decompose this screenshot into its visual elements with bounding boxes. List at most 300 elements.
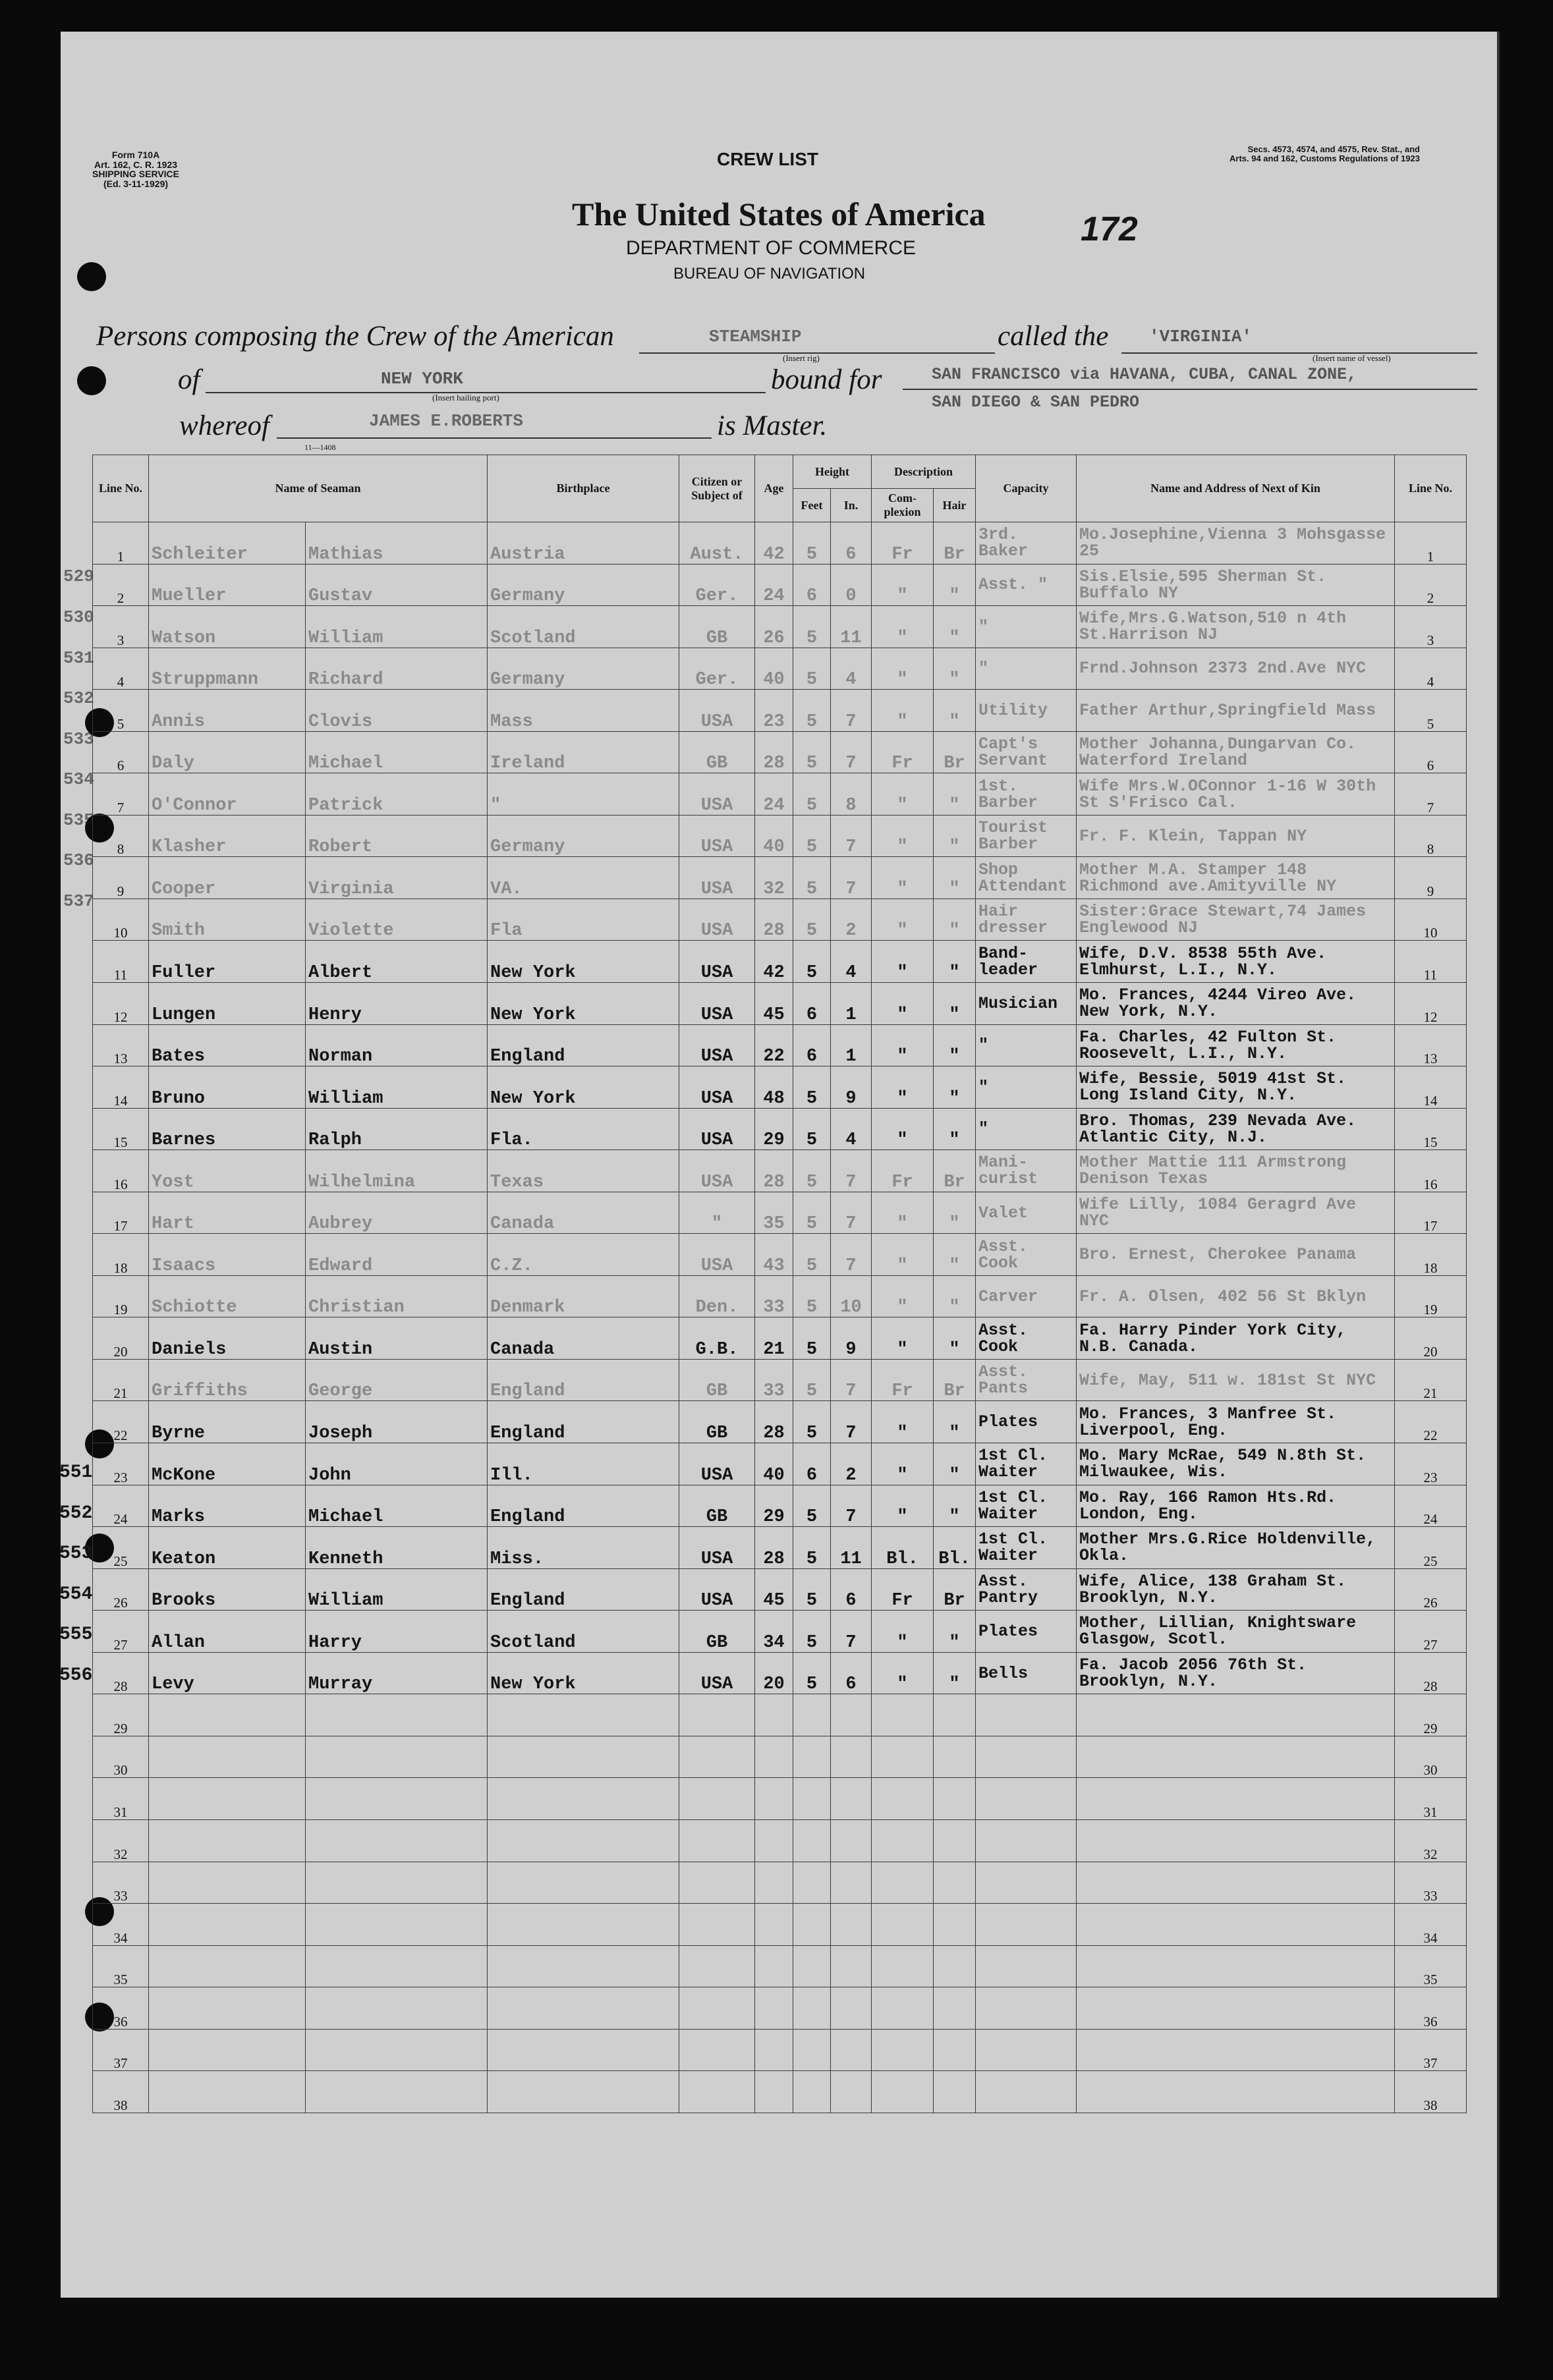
next-of-kin-cell: Wife,Mrs.G.Watson,510 n 4th St.Harrison NJ — [1077, 606, 1395, 648]
line-number-right-cell: 3 — [1395, 606, 1467, 648]
next-of-kin-cell: Mother, Lillian, Knightsware Glasgow, Scotl. — [1077, 1611, 1395, 1653]
hair-color-cell: " — [934, 1108, 976, 1150]
line-number-right-cell: 6 — [1395, 731, 1467, 773]
hair-color-cell: Br — [934, 522, 976, 565]
complexion-cell — [872, 1987, 934, 2030]
line-number-cell: 26 — [93, 1568, 149, 1611]
table-row — [93, 1359, 1467, 1401]
citizenship-cell: USA — [679, 1234, 755, 1276]
birthplace-cell: Germany — [488, 648, 679, 690]
citizenship-cell — [679, 2071, 755, 2113]
citizenship-cell — [679, 2029, 755, 2071]
surname-cell: Cooper — [149, 857, 306, 899]
given-name-cell — [306, 1736, 488, 1778]
form-edition: (Ed. 3-11-1929) — [103, 179, 169, 190]
complexion-cell: " — [872, 983, 934, 1025]
table-row — [93, 1443, 1467, 1485]
line-number-cell: 28 — [93, 1652, 149, 1694]
height-feet-cell: 6 — [793, 564, 831, 606]
form-arts: Art. 162, C. R. 1923 — [94, 159, 178, 170]
hair-color-cell: " — [934, 648, 976, 690]
table-row — [93, 1108, 1467, 1150]
hair-color-cell: " — [934, 1611, 976, 1653]
line-number-right-cell: 15 — [1395, 1108, 1467, 1150]
document-title: The United States of America — [572, 196, 986, 233]
hair-color-cell: " — [934, 606, 976, 648]
surname-cell: Isaacs — [149, 1234, 306, 1276]
capacity-cell: Capt's Servant — [976, 731, 1077, 773]
line-number-cell: 20 — [93, 1317, 149, 1360]
citizenship-cell: USA — [679, 1652, 755, 1694]
capacity-cell — [976, 1819, 1077, 1862]
hair-color-cell: " — [934, 773, 976, 816]
height-feet-cell: 5 — [793, 648, 831, 690]
line-number-right-cell: 25 — [1395, 1527, 1467, 1569]
height-feet-cell: 6 — [793, 983, 831, 1025]
bureau-heading: BUREAU OF NAVIGATION — [673, 265, 866, 283]
table-row — [93, 1150, 1467, 1192]
line-number-cell: 8 — [93, 815, 149, 857]
next-of-kin-cell: Mo. Ray, 166 Ramon Hts.Rd. London, Eng. — [1077, 1485, 1395, 1527]
table-row — [93, 2029, 1467, 2071]
height-inches-cell: 7 — [831, 731, 872, 773]
next-of-kin-cell: Mo. Mary McRae, 549 N.8th St. Milwaukee, Wis. — [1077, 1443, 1395, 1485]
header-citizen: Citizen or Subject of — [679, 455, 755, 522]
statute-line-2: Arts. 94 and 162, Customs Regulations of 1923 — [1229, 153, 1420, 164]
master-name: JAMES E.ROBERTS — [369, 411, 524, 431]
hair-color-cell — [934, 1736, 976, 1778]
birthplace-cell — [488, 1736, 679, 1778]
table-row — [93, 815, 1467, 857]
next-of-kin-cell: Fr. F. Klein, Tappan NY — [1077, 815, 1395, 857]
table-row — [93, 1234, 1467, 1276]
ledger-number: 555 — [59, 1624, 93, 1645]
capacity-cell: Asst. Cook — [976, 1234, 1077, 1276]
table-row — [93, 857, 1467, 899]
table-row — [93, 564, 1467, 606]
given-name-cell: Wilhelmina — [306, 1150, 488, 1192]
hair-color-cell: " — [934, 1275, 976, 1317]
capacity-cell — [976, 1778, 1077, 1820]
height-feet-cell: 5 — [793, 815, 831, 857]
given-name-cell: Gustav — [306, 564, 488, 606]
height-feet-cell — [793, 2029, 831, 2071]
height-feet-cell — [793, 1778, 831, 1820]
next-of-kin-cell: Fa. Charles, 42 Fulton St. Roosevelt, L.I., N.Y. — [1077, 1024, 1395, 1066]
insert-vessel-hint: (Insert name of vessel) — [1313, 353, 1391, 363]
height-feet-cell — [793, 1736, 831, 1778]
capacity-cell — [976, 2071, 1077, 2113]
insert-port-hint: (Insert hailing port) — [432, 393, 499, 402]
height-inches-cell: 7 — [831, 857, 872, 899]
line-number-right-cell: 36 — [1395, 1987, 1467, 2030]
given-name-cell: Virginia — [306, 857, 488, 899]
complexion-cell: " — [872, 1611, 934, 1653]
capacity-cell: " — [976, 1066, 1077, 1109]
citizenship-cell: USA — [679, 773, 755, 816]
complexion-cell: " — [872, 899, 934, 941]
birthplace-cell — [488, 1987, 679, 2030]
capacity-cell — [976, 1862, 1077, 1904]
capacity-cell: Plates — [976, 1401, 1077, 1443]
surname-cell — [149, 1736, 306, 1778]
citizenship-cell — [679, 1904, 755, 1946]
line-number-cell: 6 — [93, 731, 149, 773]
hair-color-cell: Br — [934, 1150, 976, 1192]
complexion-cell: " — [872, 648, 934, 690]
table-row — [93, 690, 1467, 732]
age-cell: 35 — [755, 1192, 793, 1234]
capacity-cell: " — [976, 1108, 1077, 1150]
capacity-cell — [976, 1694, 1077, 1736]
capacity-cell: 1st Cl. Waiter — [976, 1443, 1077, 1485]
next-of-kin-cell: Sister:Grace Stewart,74 James Englewood NJ — [1077, 899, 1395, 941]
next-of-kin-cell — [1077, 1778, 1395, 1820]
citizenship-cell: Den. — [679, 1275, 755, 1317]
height-feet-cell — [793, 2071, 831, 2113]
line-number-cell: 13 — [93, 1024, 149, 1066]
height-feet-cell: 5 — [793, 899, 831, 941]
age-cell — [755, 1862, 793, 1904]
birthplace-cell: New York — [488, 983, 679, 1025]
line-number-cell: 12 — [93, 983, 149, 1025]
hair-color-cell — [934, 1778, 976, 1820]
complexion-cell: " — [872, 564, 934, 606]
age-cell: 42 — [755, 941, 793, 983]
header-birthplace: Birthplace — [488, 455, 679, 522]
header-capacity: Capacity — [976, 455, 1077, 522]
citizenship-cell — [679, 1736, 755, 1778]
capacity-cell: " — [976, 606, 1077, 648]
given-name-cell: Albert — [306, 941, 488, 983]
complexion-cell — [872, 1778, 934, 1820]
birthplace-cell — [488, 2029, 679, 2071]
hair-color-cell: " — [934, 1443, 976, 1485]
complexion-cell: " — [872, 1108, 934, 1150]
ledger-number: 536 — [63, 850, 94, 870]
complexion-cell: " — [872, 1443, 934, 1485]
hair-color-cell — [934, 1987, 976, 2030]
line-number-cell: 35 — [93, 1945, 149, 1987]
height-feet-cell: 5 — [793, 1192, 831, 1234]
height-feet-cell: 5 — [793, 690, 831, 732]
complexion-cell: " — [872, 857, 934, 899]
height-inches-cell: 11 — [831, 606, 872, 648]
hair-color-cell: " — [934, 1024, 976, 1066]
age-cell: 29 — [755, 1108, 793, 1150]
height-feet-cell: 5 — [793, 1359, 831, 1401]
birthplace-cell — [488, 1694, 679, 1736]
capacity-cell: 1st. Barber — [976, 773, 1077, 816]
next-of-kin-cell: Wife, Bessie, 5019 41st St. Long Island City, N.Y. — [1077, 1066, 1395, 1109]
hair-color-cell: " — [934, 1066, 976, 1109]
height-feet-cell: 6 — [793, 1024, 831, 1066]
home-port: NEW YORK — [381, 369, 463, 389]
citizenship-cell: GB — [679, 1401, 755, 1443]
complexion-cell: " — [872, 1275, 934, 1317]
ledger-number: 530 — [63, 607, 94, 627]
header-hair: Hair — [934, 489, 976, 522]
height-inches-cell: 7 — [831, 1234, 872, 1276]
complexion-cell: " — [872, 1317, 934, 1360]
complexion-cell: " — [872, 1485, 934, 1527]
surname-cell: Mueller — [149, 564, 306, 606]
line-number-cell: 16 — [93, 1150, 149, 1192]
birthplace-cell: Miss. — [488, 1527, 679, 1569]
line-number-cell: 24 — [93, 1485, 149, 1527]
table-row — [93, 899, 1467, 941]
header-line-no: Line No. — [93, 455, 149, 522]
header-inches: In. — [831, 489, 872, 522]
birthplace-cell — [488, 1904, 679, 1946]
line-number-cell: 31 — [93, 1778, 149, 1820]
height-inches-cell: 9 — [831, 1066, 872, 1109]
hair-color-cell: " — [934, 564, 976, 606]
surname-cell: Fuller — [149, 941, 306, 983]
given-name-cell: Edward — [306, 1234, 488, 1276]
birthplace-cell: England — [488, 1359, 679, 1401]
next-of-kin-cell: Bro. Thomas, 239 Nevada Ave. Atlantic City, N.J. — [1077, 1108, 1395, 1150]
surname-cell: Hart — [149, 1192, 306, 1234]
surname-cell: Barnes — [149, 1108, 306, 1150]
age-cell: 40 — [755, 1443, 793, 1485]
citizenship-cell: USA — [679, 941, 755, 983]
citizenship-cell: GB — [679, 731, 755, 773]
line-number-cell: 4 — [93, 648, 149, 690]
line-number-cell: 9 — [93, 857, 149, 899]
next-of-kin-cell — [1077, 2071, 1395, 2113]
height-inches-cell: 2 — [831, 1443, 872, 1485]
next-of-kin-cell — [1077, 1736, 1395, 1778]
line-number-right-cell: 22 — [1395, 1401, 1467, 1443]
height-inches-cell — [831, 1987, 872, 2030]
line-number-cell: 34 — [93, 1904, 149, 1946]
table-row — [93, 1611, 1467, 1653]
given-name-cell: Henry — [306, 983, 488, 1025]
ledger-number: 552 — [59, 1503, 93, 1524]
age-cell — [755, 1778, 793, 1820]
hair-color-cell: " — [934, 857, 976, 899]
birthplace-cell — [488, 1778, 679, 1820]
next-of-kin-cell: Mother M.A. Stamper 148 Richmond ave.Amityville NY — [1077, 857, 1395, 899]
citizenship-cell: Ger. — [679, 648, 755, 690]
hair-color-cell — [934, 2071, 976, 2113]
height-inches-cell: 4 — [831, 941, 872, 983]
age-cell: 42 — [755, 522, 793, 565]
complexion-cell: " — [872, 1024, 934, 1066]
line-number-right-cell: 11 — [1395, 941, 1467, 983]
height-feet-cell — [793, 1694, 831, 1736]
age-cell: 28 — [755, 1150, 793, 1192]
ledger-number: 529 — [63, 567, 94, 586]
citizenship-cell: USA — [679, 1066, 755, 1109]
line-number-cell: 1 — [93, 522, 149, 565]
age-cell: 40 — [755, 648, 793, 690]
line-number-cell: 2 — [93, 564, 149, 606]
height-inches-cell — [831, 1945, 872, 1987]
given-name-cell: William — [306, 1568, 488, 1611]
line-number-cell: 18 — [93, 1234, 149, 1276]
statute-reference — [1229, 145, 1420, 164]
height-inches-cell: 8 — [831, 773, 872, 816]
master-label: is Master. — [717, 410, 828, 441]
birthplace-cell: Germany — [488, 564, 679, 606]
height-inches-cell — [831, 1736, 872, 1778]
birthplace-cell: Scotland — [488, 606, 679, 648]
age-cell: 34 — [755, 1611, 793, 1653]
citizenship-cell — [679, 1945, 755, 1987]
age-cell: 24 — [755, 564, 793, 606]
height-feet-cell: 5 — [793, 1652, 831, 1694]
hair-color-cell: " — [934, 983, 976, 1025]
table-row — [93, 773, 1467, 816]
height-inches-cell: 7 — [831, 1611, 872, 1653]
print-code: 11—1408 — [304, 443, 336, 452]
next-of-kin-cell: Father Arthur,Springfield Mass — [1077, 690, 1395, 732]
given-name-cell: William — [306, 1066, 488, 1109]
height-feet-cell — [793, 1819, 831, 1862]
birthplace-cell: England — [488, 1401, 679, 1443]
complexion-cell — [872, 1819, 934, 1862]
capacity-cell: Asst. " — [976, 564, 1077, 606]
birthplace-cell — [488, 2071, 679, 2113]
age-cell — [755, 1904, 793, 1946]
capacity-cell: " — [976, 1024, 1077, 1066]
ledger-number: 553 — [59, 1543, 93, 1564]
line-number-cell: 21 — [93, 1359, 149, 1401]
capacity-cell — [976, 1904, 1077, 1946]
complexion-cell: " — [872, 1652, 934, 1694]
age-cell — [755, 1987, 793, 2030]
header-kin: Name and Address of Next of Kin — [1077, 455, 1395, 522]
header-line-no-right: Line No. — [1395, 455, 1467, 522]
whereof-label: whereof — [179, 410, 269, 441]
line-number-cell: 15 — [93, 1108, 149, 1150]
surname-cell: Schleiter — [149, 522, 306, 565]
hair-color-cell — [934, 1862, 976, 1904]
given-name-cell: John — [306, 1443, 488, 1485]
birthplace-cell: Ireland — [488, 731, 679, 773]
height-inches-cell: 10 — [831, 1275, 872, 1317]
surname-cell: Yost — [149, 1150, 306, 1192]
citizenship-cell: USA — [679, 899, 755, 941]
given-name-cell: Aubrey — [306, 1192, 488, 1234]
ledger-number: 535 — [63, 810, 94, 830]
next-of-kin-cell: Frnd.Johnson 2373 2nd.Ave NYC — [1077, 648, 1395, 690]
complexion-cell: " — [872, 773, 934, 816]
next-of-kin-cell: Wife, May, 511 w. 181st St NYC — [1077, 1359, 1395, 1401]
line-number-cell: 5 — [93, 690, 149, 732]
next-of-kin-cell: Wife Mrs.W.OConnor 1-16 W 30th St S'Frisco Cal. — [1077, 773, 1395, 816]
hair-color-cell: Br — [934, 1568, 976, 1611]
table-row — [93, 1904, 1467, 1946]
ledger-number: 556 — [59, 1665, 93, 1686]
age-cell: 22 — [755, 1024, 793, 1066]
height-inches-cell: 7 — [831, 690, 872, 732]
destination-line-1: SAN FRANCISCO via HAVANA, CUBA, CANAL ZONE, — [932, 365, 1357, 384]
citizenship-cell: USA — [679, 1568, 755, 1611]
given-name-cell: Michael — [306, 1485, 488, 1527]
complexion-cell: " — [872, 1066, 934, 1109]
line-number-right-cell: 9 — [1395, 857, 1467, 899]
age-cell: 45 — [755, 983, 793, 1025]
complexion-cell: Bl. — [872, 1527, 934, 1569]
height-inches-cell: 7 — [831, 1192, 872, 1234]
surname-cell: Lungen — [149, 983, 306, 1025]
ledger-number: 533 — [63, 729, 94, 749]
table-row — [93, 1192, 1467, 1234]
age-cell — [755, 1819, 793, 1862]
line-number-right-cell: 4 — [1395, 648, 1467, 690]
line-number-right-cell: 7 — [1395, 773, 1467, 816]
citizenship-cell: USA — [679, 857, 755, 899]
table-row — [93, 731, 1467, 773]
table-row — [93, 606, 1467, 648]
table-row — [93, 1485, 1467, 1527]
capacity-cell: 1st Cl. Waiter — [976, 1527, 1077, 1569]
height-feet-cell: 6 — [793, 1443, 831, 1485]
hair-color-cell: Br — [934, 731, 976, 773]
surname-cell: Brooks — [149, 1568, 306, 1611]
birthplace-cell: Fla. — [488, 1108, 679, 1150]
complexion-cell — [872, 1945, 934, 1987]
birthplace-cell: VA. — [488, 857, 679, 899]
height-inches-cell: 1 — [831, 1024, 872, 1066]
table-row — [93, 648, 1467, 690]
given-name-cell: Clovis — [306, 690, 488, 732]
complexion-cell — [872, 1736, 934, 1778]
surname-cell: Daniels — [149, 1317, 306, 1360]
persons-label: Persons composing the Crew of the American — [96, 321, 614, 352]
given-name-cell: William — [306, 606, 488, 648]
height-feet-cell: 5 — [793, 1401, 831, 1443]
hair-color-cell — [934, 2029, 976, 2071]
surname-cell: Allan — [149, 1611, 306, 1653]
table-row — [93, 1945, 1467, 1987]
given-name-cell — [306, 1694, 488, 1736]
given-name-cell — [306, 2029, 488, 2071]
hair-color-cell: Br — [934, 1359, 976, 1401]
table-row — [93, 1819, 1467, 1862]
next-of-kin-cell: Mother Mattie 111 Armstrong Denison Texas — [1077, 1150, 1395, 1192]
surname-cell — [149, 2071, 306, 2113]
surname-cell — [149, 1904, 306, 1946]
form-number: Form 710A — [111, 150, 160, 160]
height-feet-cell: 5 — [793, 1150, 831, 1192]
next-of-kin-cell: Wife, D.V. 8538 55th Ave. Elmhurst, L.I., N.Y. — [1077, 941, 1395, 983]
complexion-cell: " — [872, 1192, 934, 1234]
given-name-cell — [306, 1778, 488, 1820]
age-cell: 28 — [755, 731, 793, 773]
height-inches-cell: 0 — [831, 564, 872, 606]
next-of-kin-cell — [1077, 1987, 1395, 2030]
ledger-number: 537 — [63, 891, 94, 911]
given-name-cell: Ralph — [306, 1108, 488, 1150]
ledger-number: 551 — [59, 1462, 93, 1483]
complexion-cell: " — [872, 941, 934, 983]
citizenship-cell — [679, 1819, 755, 1862]
age-cell: 33 — [755, 1275, 793, 1317]
given-name-cell: Austin — [306, 1317, 488, 1360]
complexion-cell — [872, 1904, 934, 1946]
complexion-cell: " — [872, 815, 934, 857]
surname-cell — [149, 2029, 306, 2071]
capacity-cell: Musician — [976, 983, 1077, 1025]
capacity-cell — [976, 1945, 1077, 1987]
line-number-cell: 23 — [93, 1443, 149, 1485]
height-inches-cell: 7 — [831, 1150, 872, 1192]
bound-label: bound for — [771, 364, 882, 395]
